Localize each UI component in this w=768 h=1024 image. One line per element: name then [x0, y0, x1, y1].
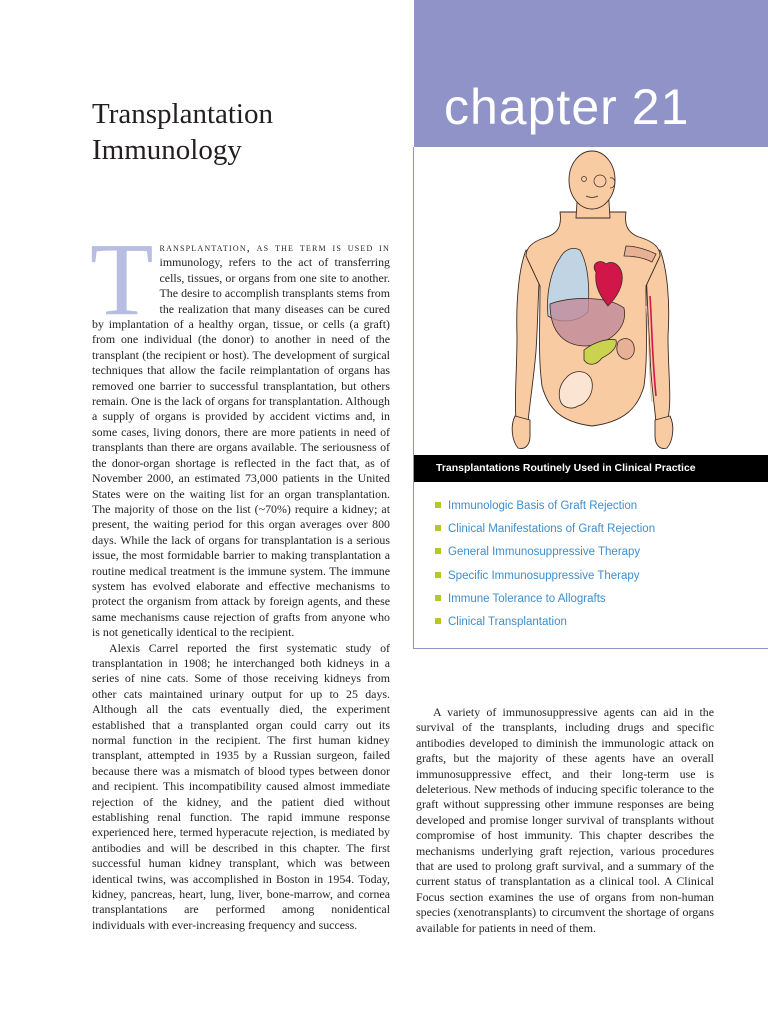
right-hand: [655, 416, 673, 449]
square-bullet-icon: [435, 618, 441, 624]
intro-small-caps: ransplantation, as the term is used in: [159, 240, 390, 254]
body-organs-illustration: [500, 146, 684, 452]
left-hand: [512, 416, 530, 449]
chapter-number: 21: [631, 79, 690, 135]
paragraph-intro: [90, 222, 390, 641]
chapter-contents-list: [435, 500, 655, 639]
toc-item[interactable]: Immunologic Basis of Graft Rejection: [435, 500, 655, 523]
toc-item[interactable]: Specific Immunosuppressive Therapy: [435, 570, 655, 593]
title-line-1: Transplantation: [92, 98, 273, 130]
square-bullet-icon: [435, 548, 441, 554]
toc-item[interactable]: Clinical Transplantation: [435, 616, 655, 639]
figure-caption: Transplantations Routinely Used in Clinical Practice: [436, 462, 696, 474]
chapter-label: chapter 21: [444, 79, 690, 135]
kidney-organ: [617, 339, 635, 360]
toc-item[interactable]: Immune Tolerance to Allografts: [435, 593, 655, 616]
toc-item[interactable]: Clinical Manifestations of Graft Rejection: [435, 523, 655, 546]
square-bullet-icon: [435, 572, 441, 578]
body-column-right: [416, 705, 714, 936]
square-bullet-icon: [435, 595, 441, 601]
chapter-title: [92, 96, 392, 168]
figure-caption-bar: [414, 455, 768, 482]
square-bullet-icon: [435, 502, 441, 508]
body-column-left: [90, 222, 390, 933]
drop-cap: T: [90, 222, 154, 337]
toc-item[interactable]: General Immunosuppressive Therapy: [435, 546, 655, 569]
paragraph-history: Alexis Carrel reported the first systematic study of transplantation in 1908; he interchanged both kidneys in a series of nine cats. Some of those receiving kidneys from other cats maintained urinary output for up to 25 days. Although all the cats eventually died, the experiment established that a transplanted organ could carry out its normal function in the recipient. The first human kidney transplant, attempted in 1935 by a Russian surgeon, failed because there was a mismatch of blood types between donor and recipient. This incompatibility caused almost immediate rejection of the kidney, and the patient died without establishing renal function. The rapid immune response experienced here, termed hyperacute rejection, is mediated by antibodies and will be described in this chapter. The first successful human kidney transplant, which was between identical twins, was accomplished in Boston in 1954. Today, kidney, pancreas, heart, lung, liver, bone-marrow, and cornea transplantations are performed among nonidentical individuals with ever-increasing frequency and success.: [92, 640, 390, 932]
paragraph-immunosuppression: A variety of immunosuppressive agents can aid in the survival of the transplants, including drugs and specific antibodies developed to diminish the immunologic attack on grafts, but the majority of these agents have an overall immunosuppressive effect, and their long-term use is deleterious. New methods of inducing specific tolerance to the graft without suppressing other immune responses are being developed and promise longer survival of transplants without compromise of host immunity. This chapter describes the mechanisms underlying graft rejection, various procedures that are used to prolong graft survival, and a summary of the current status of transplantation as a clinical tool. A Clinical Focus section examines the use of organs from non-human species (xenotransplants) to circumvent the shortage of organs available for patients in need of them.: [416, 705, 714, 935]
square-bullet-icon: [435, 525, 441, 531]
head: [569, 151, 615, 209]
intro-text: immunology, refers to the act of transferring cells, tissues, or organs from one site to another. The desire to accomplish transplants stems from the realization that many diseases can be cured by implantation of a healthy organ, tissue, or cells (a graft) from one individual (the donor) to another in need of the transplant (the recipient or host). The development of surgical techniques that allow the facile reimplantation of organs has removed one barrier to successful transplantation, but others remain. One is the lack of organs for transplantation. Although a supply of organs is provided by accident victims and, in some cases, living donors, there are more patients in need of transplants than there are organs available. The seriousness of the donor-organ shortage is reflected in the fact that, as of November 2000, an estimated 73,000 patients in the United States were on the waiting list for an organ transplantation. The majority of those on the list (~70%) require a kidney; at present, the waiting period for this organ averages over 800 days. While the lack of organs for transplantation is a serious issue, the most formidable barrier to making transplantation a routine medical treatment is the immune system. The immune system has evolved elaborate and effective mechanisms to protect the organism from attack by foreign agents, and these same mechanisms cause rejection of grafts from anyone who is not genetically identical to the recipient.: [92, 255, 390, 640]
title-line-2: Immunology: [92, 134, 242, 166]
